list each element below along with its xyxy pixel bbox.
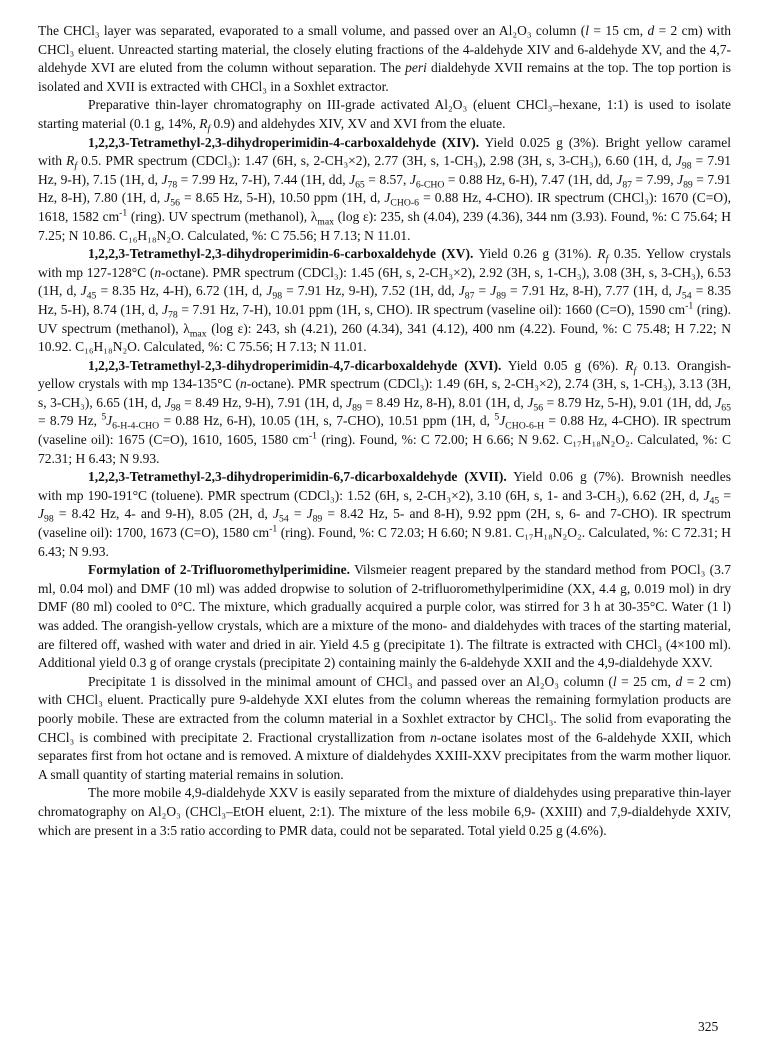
- text-run: = 7.91 Hz, 7-H), 10.01 ppm (1H, s, CHO). IR spectrum (vaseline oil): 1660 (C=O), 1590 cm: [177, 301, 686, 317]
- paragraph: [38, 673, 731, 785]
- text-run: R: [597, 246, 606, 262]
- text-run: = 2 cm) with CHCl₃ eluent. Practically pure 9-aldehyde XXI elutes from the column whereas the remaining formylation products are poorly mobile. These are extracted from the column material in a Soxhlet extractor by CHCl₃. The solid from evaporating the CHCl₃ is combined with precipitate 2. Fractional crystallization from: [38, 673, 731, 745]
- text-run: 45: [709, 495, 720, 507]
- text-run: 5: [101, 411, 107, 423]
- text-run: J: [38, 506, 44, 522]
- text-run: 89: [683, 179, 693, 191]
- text-run: = 2 cm) with CHCl₃ eluent. Unreacted starting material, the closely eluting fractions of the 4-aldehyde XIV and 6-aldehyde XV, and the 4,7-aldehyde XVI are eluted from the column without separation. The: [38, 23, 732, 76]
- text-run: J: [106, 413, 113, 429]
- text-run: 98: [681, 160, 692, 172]
- paragraph: [38, 134, 731, 246]
- text-run: 0.9) and aldehydes XIV, XV and XVI from the eluate.: [210, 115, 506, 131]
- text-run: J: [490, 283, 497, 299]
- text-run: CHO-6: [390, 198, 420, 210]
- text-run: Yield 0.025 g (3%). Bright yellow caramel with: [38, 134, 731, 169]
- text-run: 5: [494, 411, 500, 423]
- text-run: 89: [352, 402, 362, 414]
- text-run: J: [715, 394, 722, 410]
- text-run: (log ε): 235, sh (4.04), 239 (4.36), 344 nm (3.93). Found, %: C 75.64; H 7.25; N 10.86. C₁₆H₁₈N₂O. Calculated, %: C 75.56; H 7.13; N 11.01.: [38, 208, 732, 243]
- text-run: J: [164, 190, 171, 206]
- text-run: Yield 0.06 g (7%). Brownish needles with mp 190-191°C (toluene). PMR spectrum (CDCl₃): 1.52 (6H, s, 2-CH₃×2), 3.10 (6H, s, 1- and 3-CH₃), 6.62 (2H, d,: [38, 469, 731, 503]
- paragraph: [38, 357, 731, 469]
- text-run: = 0.88 Hz, 6-H), 7.47 (1H, dd,: [444, 171, 617, 187]
- text-run: J: [272, 506, 279, 522]
- text-run: = 0.88 Hz, 4-CHO). IR spectrum (CHCl₃): 1670 (C=O), 1618, 1582 cm: [38, 190, 731, 224]
- text-run: 56: [170, 198, 180, 210]
- text-run: J: [384, 190, 391, 206]
- text-run: 45: [86, 291, 97, 302]
- text-run: max: [317, 216, 335, 228]
- text-run: = 8.79 Hz, 5-H), 9.01 (1H, dd,: [543, 394, 716, 410]
- text-run: 0.35. Yellow crystals with mp 127-128°C (: [38, 246, 732, 280]
- text-run: 78: [167, 179, 178, 191]
- text-run: J: [161, 171, 168, 187]
- text-run: = 0.88 Hz, 6-H), 10.05 (1H, s, 7-CHO), 10.51 ppm (1H, d,: [159, 413, 495, 429]
- text-run: R: [66, 153, 75, 169]
- text-run: = 8.79 Hz,: [38, 413, 102, 429]
- text-run: = 8.42 Hz, 4- and 9-H), 8.05 (2H, d,: [53, 506, 273, 522]
- text-run: peri: [405, 60, 427, 76]
- text-run: 89: [496, 291, 506, 302]
- text-run: The CHCl₃ layer was separated, evaporated to a small volume, and passed over an Al₂O₃ column (: [38, 23, 586, 38]
- text-run: -1: [308, 430, 317, 442]
- text-run: J: [458, 283, 465, 299]
- text-run: n: [430, 729, 437, 745]
- text-run: = 8.35 Hz, 5-H), 8.74 (1H, d,: [38, 283, 732, 317]
- text-run: f: [605, 253, 609, 265]
- text-run: J: [616, 171, 623, 187]
- text-run: = 25 cm,: [616, 673, 676, 689]
- page-number: 325: [698, 1019, 719, 1034]
- compound-heading: Formylation of 2-Trifluoromethylperimidine.: [88, 562, 351, 578]
- text-run: = 7.91 Hz, 9-H), 7.15 (1H, d,: [38, 153, 731, 187]
- text-run: -1: [685, 300, 694, 312]
- text-run: Yield 0.26 g (31%).: [473, 246, 598, 262]
- text-run: (ring). UV spectrum (methanol), λ: [38, 301, 731, 336]
- text-run: =: [288, 506, 307, 522]
- paragraph: [38, 468, 731, 561]
- text-run: 0.5. PMR spectrum (CDCl₃): 1.47 (6H, s, 2-CH₃×2), 2.77 (3H, s, 1-CH₃), 2.98 (3H, s, 3-CH₃), 6.60 (1H, d,: [77, 153, 676, 169]
- text-run: -octane). PMR spectrum (CDCl₃): 1.49 (6H, s, 2-CH₃×2), 2.74 (3H, s, 1-CH₃), 3.13 (3H, s, 3-CH₃), 6.65 (1H, d,: [38, 376, 731, 410]
- text-run: = 8.35 Hz, 4-H), 6.72 (1H, d,: [96, 283, 267, 299]
- text-run: J: [409, 171, 416, 187]
- compound-heading: 1,2,2,3-Tetramethyl-2,3-dihydroperimidin-6,7-dicarboxaldehyde (XVII).: [88, 469, 507, 485]
- paragraph: [38, 245, 731, 357]
- text-run: J: [162, 301, 169, 317]
- text-run: R: [199, 115, 208, 131]
- text-run: f: [74, 160, 78, 172]
- paragraph: [38, 561, 731, 673]
- compound-heading: 1,2,2,3-Tetramethyl-2,3-dihydroperimidin-6-carboxaldehyde (XV).: [88, 246, 474, 262]
- text-run: -octane). PMR spectrum (CDCl₃): 1.45 (6H, s, 2-CH₃×2), 2.92 (3H, s, 1-CH₃), 3.08 (3H, s, 3-CH₃), 6.53 (1H, d,: [38, 264, 731, 299]
- text-run: f: [207, 123, 211, 135]
- text-run: = 7.99 Hz, 7-H), 7.44 (1H, dd,: [177, 171, 350, 187]
- text-run: J: [499, 413, 506, 429]
- text-run: (log ε): 243, sh (4.21), 260 (4.34), 341 (4.12), 400 nm (4.22). Found, %: C 75.48; H 7.22; N 10.92. C₁₆H₁₈N₂O. Calculated, %: C 75.56; H 7.13; N 11.01.: [38, 320, 732, 355]
- text-run: (ring). Found, %: C 72.00; H 6.66; N 9.62. C₁₇H₁₈N₂O₂. Calculated, %: C 72.31; H 6.43; N 9.93.: [38, 432, 731, 466]
- text-run: 89: [312, 514, 323, 526]
- text-run: 87: [464, 291, 475, 302]
- text-run: J: [677, 171, 684, 187]
- text-run: CHO-6-H: [505, 421, 545, 433]
- text-run: J: [164, 394, 171, 410]
- text-run: -1: [119, 207, 128, 219]
- text-run: 98: [44, 514, 54, 526]
- text-run: dialdehyde XVII remains at the top. The top portion is isolated and XVII is extracted with CHCl₃ in a Soxhlet extractor.: [38, 60, 732, 94]
- text-run: = 8.49 Hz, 9-H), 7.91 (1H, d,: [180, 394, 347, 410]
- text-run: =: [719, 487, 731, 503]
- text-run: 54: [278, 514, 289, 526]
- text-run: 0.13. Orangish-yellow crystals with mp 134-135°C (: [38, 357, 732, 392]
- text-run: -octane isolates most of the 6-aldehyde XXII, which separates first from hot octane and is removed. A mixture of dialdehydes XXIII-XXV precipitates from the warm mother liquor. A small quantity of starting material remains in solution.: [38, 729, 731, 782]
- text-run: (ring). UV spectrum (methanol), λ: [127, 208, 318, 224]
- text-run: J: [703, 487, 710, 503]
- text-run: =: [474, 283, 491, 299]
- text-run: J: [346, 394, 353, 410]
- text-run: l: [585, 23, 590, 38]
- text-run: J: [675, 283, 682, 299]
- text-run: 78: [168, 309, 178, 321]
- text-run: = 8.57,: [364, 171, 410, 187]
- text-run: 65: [355, 179, 365, 191]
- paragraph: [38, 784, 731, 840]
- text-run: R: [625, 357, 634, 373]
- text-run: = 15 cm,: [589, 23, 648, 38]
- text-run: J: [675, 153, 682, 169]
- text-run: The more mobile 4,9-dialdehyde XXV is easily separated from the mixture of dialdehydes using preparative thin-layer chromatography on Al₂O₃ (CHCl₃–EtOH eluent, 2:1). The mixture of the less mobile 6,9- (XXIII) and 7,9-dialdehyde XXIV, which are present in a 3:5 ratio according to PMR data, could not be separated. Total yield 0.25 g (4.6%).: [38, 785, 731, 838]
- text-run: J: [527, 394, 534, 410]
- text-run: = 7.99,: [632, 171, 678, 187]
- text-run: = 7.91 Hz, 8-H), 7.77 (1H, d,: [505, 283, 676, 299]
- paragraph: [38, 22, 731, 96]
- text-run: J: [349, 171, 356, 187]
- text-run: 87: [622, 179, 633, 191]
- text-run: = 8.42 Hz, 5- and 8-H), 9.92 ppm (2H, s, 6- and 7-CHO). IR spectrum (vaseline oil): 1700, 1673 (C=O), 1580 cm: [38, 506, 731, 541]
- text-run: d: [647, 23, 655, 38]
- text-run: n: [154, 264, 162, 280]
- text-run: 6-CHO: [415, 179, 445, 191]
- compound-heading: 1,2,2,3-Tetramethyl-2,3-dihydroperimidin-4-carboxaldehyde (XIV).: [88, 134, 480, 150]
- text-run: 98: [170, 402, 181, 414]
- text-run: Vilsmeier reagent prepared by the standard method from POCl₃ (3.7 ml, 0.04 mol) and DMF (10 ml) was added dropwise to solution of 2-trifluoromethylperimidine (XX, 4.4 g, 0.019 mol) in dry DMF (80 ml) cooled to 0°C. The mixture, which gradually acquired a purple color, was stirred for 3 h at 30-35°C. Water (1 l) was added. The orangish-yellow crystals, which are a mixture of the mono- and dialdehydes with traces of the starting material, are filtered off, washed with water and dried in air. Yield 4.5 g (precipitate 1). The filtrate is extracted with CHCl₃ (4×100 ml). Additional yield 0.3 g of orange crystals (precipitate 2) containing mainly the 6-aldehyde XXII and the 4,9-dialdehyde XXV.: [38, 562, 732, 671]
- text-run: 65: [721, 402, 731, 414]
- text-run: Precipitate 1 is dissolved in the minimal amount of CHCl₃ and passed over an Al₂O₃ column (: [88, 673, 613, 689]
- text-run: 6-H-4-CHO: [112, 421, 160, 433]
- text-run: = 7.91 Hz, 8-H), 7.80 (1H, d,: [38, 171, 731, 206]
- text-run: (ring). Found, %: C 72.03; H 6.60; N 9.81. C₁₇H₁₈N₂O₂. Calculated, %: C 72.31; H 6.43; N 9.93.: [38, 525, 732, 559]
- text-run: = 8.65 Hz, 5-H), 10.50 ppm (1H, d,: [180, 190, 385, 206]
- text-run: n: [239, 376, 247, 392]
- text-run: = 8.49 Hz, 8-H), 8.01 (1H, d,: [361, 394, 528, 410]
- text-run: J: [306, 506, 313, 522]
- text-run: l: [612, 673, 617, 689]
- text-run: 54: [681, 291, 692, 302]
- text-run: 56: [533, 402, 544, 414]
- text-run: Yield 0.05 g (6%).: [501, 357, 626, 373]
- page-body: [38, 22, 731, 840]
- text-run: d: [675, 673, 683, 689]
- text-run: max: [189, 328, 207, 340]
- text-run: = 7.91 Hz, 9-H), 7.52 (1H, dd,: [282, 283, 459, 299]
- text-run: -1: [269, 523, 278, 535]
- text-run: J: [80, 283, 87, 299]
- text-run: J: [266, 283, 273, 299]
- text-run: = 0.88 Hz, 4-CHO). IR spectrum (vaseline oil): 1675 (C=O), 1610, 1605, 1580 cm: [38, 413, 731, 448]
- text-run: 98: [272, 291, 283, 302]
- text-run: Preparative thin-layer chromatography on III-grade activated Al₂O₃ (eluent CHCl₃–hexane, 1:1) is used to isolate starting material (0.1 g, 14%,: [38, 97, 731, 131]
- compound-heading: 1,2,2,3-Tetramethyl-2,3-dihydroperimidin-4,7-dicarboxaldehyde (XVI).: [88, 357, 502, 373]
- text-run: f: [633, 365, 637, 377]
- paragraph: [38, 96, 731, 133]
